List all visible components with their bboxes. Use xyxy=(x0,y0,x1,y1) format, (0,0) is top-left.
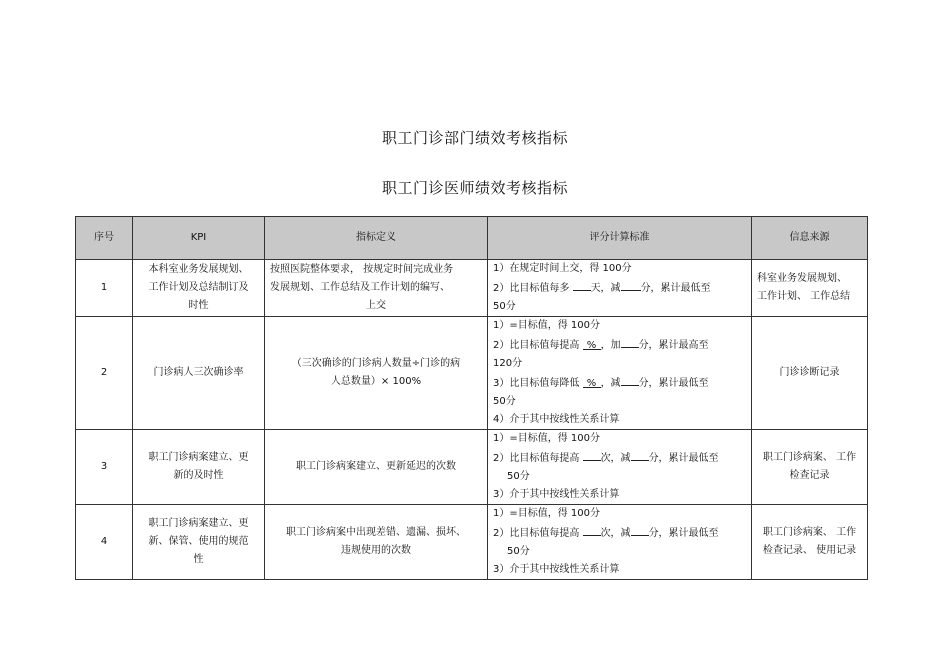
kpi-cell: 本科室业务发展规划、 工作计划及总结制订及 时性 xyxy=(133,260,265,317)
scoring-cell: 1）=目标值，得 100分 2）比目标值每提高 次，减 分，累计最低至 50分 3）介于其中按线性关系计算 xyxy=(488,505,752,580)
page-title: 职工门诊部门绩效考核指标 xyxy=(381,129,568,147)
definition-cell: 职工门诊病案建立、更新延迟的次数 xyxy=(265,430,488,505)
header-scoring: 评分计算标准 xyxy=(488,217,752,260)
blank-field xyxy=(631,523,649,536)
row-number: 4 xyxy=(76,505,133,580)
table-row xyxy=(76,505,868,580)
row-number: 1 xyxy=(76,260,133,317)
blank-field: % xyxy=(583,375,601,388)
scoring-cell: 1）=目标值，得 100分 2）比目标值每提高 % ，加 分，累计最高至 120分 3）比目标值每降低 % ，减 分，累计最低至 50分 4）介于其中按线性关系计算 xyxy=(488,317,752,430)
blank-field xyxy=(583,448,601,461)
source-cell: 门诊诊断记录 xyxy=(752,317,868,430)
header-no: 序号 xyxy=(76,217,133,260)
row-number: 3 xyxy=(76,430,133,505)
kpi-cell: 职工门诊病案建立、更 新的及时性 xyxy=(133,430,265,505)
table-header-row xyxy=(76,217,868,260)
definition-cell: 职工门诊病案中出现差错、遗漏、损坏、 违规使用的次数 xyxy=(265,505,488,580)
kpi-cell: 职工门诊病案建立、更 新、保管、使用的规范 性 xyxy=(133,505,265,580)
table-row xyxy=(76,260,868,317)
blank-field xyxy=(621,373,639,386)
blank-field xyxy=(621,335,639,348)
header-source: 信息来源 xyxy=(752,217,868,260)
blank-field: % xyxy=(583,337,601,350)
blank-field xyxy=(631,448,649,461)
scoring-cell: 1）在规定时间上交，得 100分 2）比目标值每多 天，减 分，累计最低至 50分 xyxy=(488,260,752,317)
source-cell: 科室业务发展规划、 工作计划、 工作总结 xyxy=(752,260,868,317)
kpi-cell: 门诊病人三次确诊率 xyxy=(133,317,265,430)
table-title: 职工门诊医师绩效考核指标 xyxy=(381,179,568,197)
scoring-cell: 1）=目标值，得 100分 2）比目标值每提高 次，减 分，累计最低至 50分 3）介于其中按线性关系计算 xyxy=(488,430,752,505)
table-row xyxy=(76,317,868,430)
table-row xyxy=(76,430,868,505)
source-cell: 职工门诊病案、 工作 检查记录、 使用记录 xyxy=(752,505,868,580)
definition-cell: （三次确诊的门诊病人数量÷门诊的病 人总数量）× 100% xyxy=(265,317,488,430)
blank-field xyxy=(583,523,601,536)
row-number: 2 xyxy=(76,317,133,430)
blank-field xyxy=(621,278,641,291)
source-cell: 职工门诊病案、 工作 检查记录 xyxy=(752,430,868,505)
header-definition: 指标定义 xyxy=(265,217,488,260)
header-kpi: KPI xyxy=(133,217,265,260)
definition-cell: 按照医院整体要求， 按规定时间完成业务 发展规划、工作总结及工作计划的编写、 上交 xyxy=(265,260,488,317)
kpi-table xyxy=(75,216,868,580)
blank-field xyxy=(573,278,591,291)
